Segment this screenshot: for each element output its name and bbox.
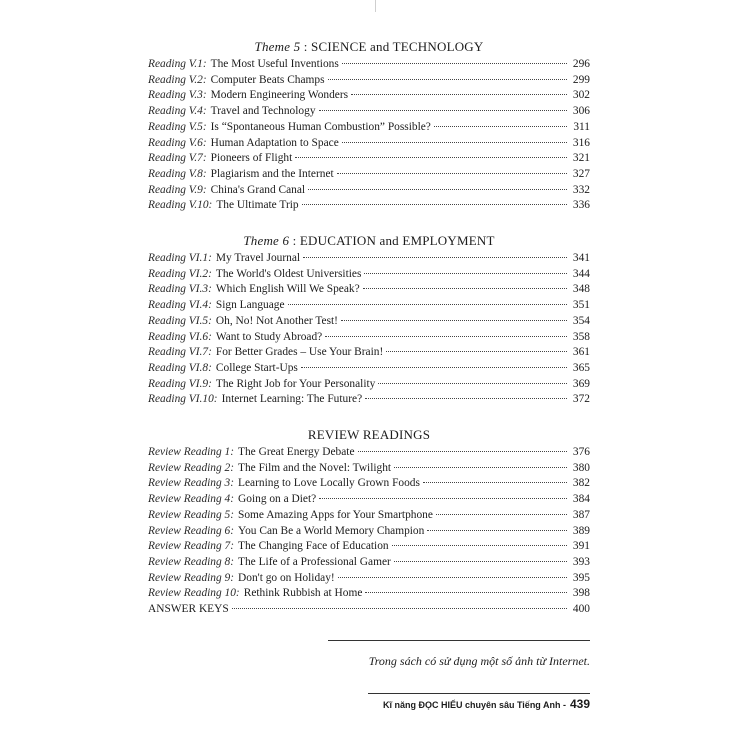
theme-6-section [148, 232, 590, 408]
theme-5-label: Theme 5 [254, 39, 301, 54]
entry-page-number: 348 [572, 283, 590, 296]
entry-title: Rethink Rubbish at Home [243, 587, 363, 600]
entry-page-number: 358 [572, 330, 590, 343]
entry-title: The Ultimate Trip [216, 199, 299, 212]
image-credit-note: Trong sách có sử dụng một số ảnh từ Internet. [368, 654, 590, 668]
entry-title: Don't go on Holiday! [238, 571, 335, 584]
dot-leader [288, 304, 567, 305]
entry-title: Modern Engineering Wonders [210, 89, 349, 102]
entry-page-number: 380 [572, 461, 590, 474]
entry-page-number: 395 [572, 571, 590, 584]
entry-page-number: 382 [572, 477, 590, 490]
toc-entry[interactable] [148, 377, 590, 393]
entry-label: Review Reading 8: [148, 555, 235, 568]
toc-entry[interactable] [148, 345, 590, 361]
dot-leader [328, 79, 567, 80]
entry-page-number: 316 [572, 136, 590, 149]
dot-leader [301, 367, 567, 368]
answer-keys-entry[interactable] [148, 602, 590, 618]
toc-entry[interactable] [148, 586, 590, 602]
entry-page-number: 393 [572, 555, 590, 568]
entry-label: Reading V.5: [148, 120, 207, 133]
entry-label: Review Reading 7: [148, 540, 235, 553]
review-section [148, 426, 590, 618]
table-of-contents [148, 38, 590, 636]
entry-title: Sign Language [215, 299, 285, 312]
toc-entry[interactable] [148, 136, 590, 152]
toc-entry[interactable] [148, 314, 590, 330]
entry-label: Reading V.10: [148, 199, 213, 212]
entry-page-number: 327 [572, 167, 590, 180]
page-footer [383, 697, 590, 711]
entry-title: The Changing Face of Education [238, 540, 389, 553]
entry-title: For Better Grades – Use Your Brain! [215, 346, 384, 359]
dot-leader [436, 514, 567, 515]
dot-leader [378, 383, 567, 384]
toc-entry[interactable] [148, 492, 590, 508]
toc-entry[interactable] [148, 539, 590, 555]
dot-leader [232, 608, 567, 609]
dot-leader [364, 273, 567, 274]
entry-page-number: 302 [572, 89, 590, 102]
toc-entry[interactable] [148, 198, 590, 214]
theme-6-label: Theme 6 [243, 233, 290, 249]
toc-entry[interactable] [148, 57, 590, 73]
entry-page-number: 369 [572, 377, 590, 390]
entry-label: Reading VI.10: [148, 393, 218, 406]
dot-leader [325, 336, 567, 337]
entry-title: Learning to Love Locally Grown Foods [238, 477, 420, 490]
dot-leader [358, 451, 567, 452]
entry-page-number: 341 [572, 252, 590, 265]
entry-label: Reading V.7: [148, 152, 207, 165]
entry-title: China's Grand Canal [210, 183, 306, 196]
dot-leader [295, 157, 567, 158]
theme-6-entries [148, 251, 590, 408]
entry-label: Reading V.9: [148, 183, 207, 196]
entry-label: Reading V.6: [148, 136, 207, 149]
toc-entry[interactable] [148, 104, 590, 120]
toc-entry[interactable] [148, 461, 590, 477]
entry-title: Pioneers of Flight [210, 152, 293, 165]
entry-title: Internet Learning: The Future? [221, 393, 363, 406]
entry-title: Want to Study Abroad? [215, 330, 323, 343]
entry-title: Oh, No! Not Another Test! [215, 314, 338, 327]
entry-page-number: 344 [572, 267, 590, 280]
entry-label: Review Reading 9: [148, 571, 235, 584]
entry-page-number: 311 [573, 120, 590, 133]
toc-entry[interactable] [148, 571, 590, 587]
entry-title: The Great Energy Debate [238, 446, 355, 459]
entry-page-number: 389 [572, 524, 590, 537]
toc-entry[interactable] [148, 476, 590, 492]
top-rule [375, 0, 376, 12]
dot-leader [386, 351, 567, 352]
toc-entry[interactable] [148, 267, 590, 283]
entry-title: Which English Will We Speak? [215, 283, 360, 296]
entry-page-number: 372 [572, 393, 590, 406]
theme-5-heading [148, 38, 590, 55]
entry-label: Reading VI.2: [148, 267, 212, 280]
toc-entry[interactable] [148, 120, 590, 136]
dot-leader [351, 94, 567, 95]
dot-leader [319, 498, 567, 499]
entry-title: Is “Spontaneous Human Combustion” Possible? [210, 120, 431, 133]
entry-page-number: 398 [572, 587, 590, 600]
toc-entry[interactable] [148, 183, 590, 199]
toc-entry[interactable] [148, 251, 590, 267]
toc-entry[interactable] [148, 361, 590, 377]
dot-leader [423, 482, 567, 483]
entry-label: Review Reading 5: [148, 508, 235, 521]
entry-label: Reading VI.6: [148, 330, 212, 343]
toc-entry[interactable] [148, 151, 590, 167]
entry-title: Plagiarism and the Internet [210, 167, 334, 180]
entry-label: Reading V.4: [148, 105, 207, 118]
entry-label: Review Reading 6: [148, 524, 235, 537]
dot-leader [365, 398, 567, 399]
entry-title: College Start-Ups [215, 361, 298, 374]
entry-title: The Film and the Novel: Twilight [238, 461, 392, 474]
entry-label: Review Reading 3: [148, 477, 235, 490]
dot-leader [365, 592, 567, 593]
toc-entry[interactable] [148, 555, 590, 571]
entry-label: Reading VI.3: [148, 283, 212, 296]
entry-label: Reading V.1: [148, 58, 207, 70]
entry-title: The World's Oldest Universities [215, 267, 362, 280]
footer-text: Kĩ năng ĐỌC HIỂU chuyên sâu Tiếng Anh - [382, 700, 566, 710]
entry-page-number: 387 [572, 508, 590, 521]
toc-entry[interactable] [148, 73, 590, 89]
entry-label: Reading V.8: [148, 167, 207, 180]
entry-page-number: 354 [572, 314, 590, 327]
entry-title: The Most Useful Inventions [210, 58, 339, 70]
entry-page-number: 332 [572, 183, 590, 196]
dot-leader [342, 142, 567, 143]
note-separator [328, 640, 590, 641]
dot-leader [434, 126, 567, 127]
entry-page-number: 299 [572, 73, 590, 86]
toc-entry[interactable] [148, 167, 590, 183]
toc-entry[interactable] [148, 282, 590, 298]
entry-label: Reading V.2: [148, 73, 207, 86]
dot-leader [342, 63, 567, 64]
dot-leader [308, 189, 567, 190]
toc-entry[interactable] [148, 88, 590, 104]
entry-label: Reading VI.5: [148, 314, 212, 327]
entry-label: Reading V.3: [148, 89, 207, 102]
dot-leader [303, 257, 567, 258]
entry-title: Travel and Technology [210, 105, 316, 118]
entry-page-number: 336 [572, 199, 590, 212]
theme-5-title: : SCIENCE and TECHNOLOGY [300, 39, 484, 54]
theme-6-heading [148, 232, 590, 249]
entry-title: Computer Beats Champs [210, 73, 325, 86]
entry-label: Reading VI.4: [148, 299, 212, 312]
theme-6-title: : EDUCATION and EMPLOYMENT [289, 233, 495, 249]
dot-leader [341, 320, 567, 321]
answer-keys-title: ANSWER KEYS [148, 603, 229, 616]
page-number: 439 [569, 697, 590, 711]
entry-label: Reading VI.1: [148, 252, 212, 265]
toc-entry[interactable] [148, 330, 590, 346]
toc-entry[interactable] [148, 298, 590, 314]
dot-leader [394, 467, 567, 468]
entry-title: You Can Be a World Memory Champion [238, 524, 425, 537]
entry-title: Going on a Diet? [238, 493, 317, 506]
toc-entry[interactable] [148, 524, 590, 540]
dot-leader [337, 173, 567, 174]
entry-title: The Life of a Professional Gamer [238, 555, 391, 568]
entry-page-number: 365 [572, 361, 590, 374]
review-heading: REVIEW READINGS [307, 427, 431, 443]
answer-keys-page: 400 [572, 603, 590, 616]
footer-rule [368, 693, 590, 694]
dot-leader [338, 577, 567, 578]
theme-5-section [148, 38, 590, 214]
dot-leader [427, 530, 567, 531]
entry-title: Some Amazing Apps for Your Smartphone [238, 508, 433, 521]
toc-entry[interactable] [148, 445, 590, 461]
dot-leader [319, 110, 567, 111]
entry-page-number: 376 [572, 446, 590, 459]
entry-page-number: 361 [572, 346, 590, 359]
entry-label: Reading VI.7: [148, 346, 212, 359]
entry-page-number: 306 [572, 105, 590, 118]
entry-page-number: 321 [572, 152, 590, 165]
entry-page-number: 384 [572, 493, 590, 506]
entry-title: Human Adaptation to Space [210, 136, 339, 149]
entry-label: Review Reading 4: [148, 493, 235, 506]
dot-leader [394, 561, 567, 562]
theme-5-entries [148, 57, 590, 214]
entry-page-number: 296 [572, 58, 590, 70]
toc-entry[interactable] [148, 392, 590, 408]
entry-label: Review Reading 1: [148, 446, 235, 459]
dot-leader [392, 545, 567, 546]
entry-label: Review Reading 2: [148, 461, 235, 474]
entry-label: Reading VI.8: [148, 361, 212, 374]
dot-leader [363, 288, 567, 289]
dot-leader [302, 204, 567, 205]
review-entries [148, 445, 590, 602]
entry-title: My Travel Journal [215, 252, 301, 265]
entry-page-number: 391 [572, 540, 590, 553]
entry-label: Review Reading 10: [148, 587, 240, 600]
entry-page-number: 351 [572, 299, 590, 312]
entry-label: Reading VI.9: [148, 377, 212, 390]
toc-entry[interactable] [148, 508, 590, 524]
entry-title: The Right Job for Your Personality [215, 377, 376, 390]
